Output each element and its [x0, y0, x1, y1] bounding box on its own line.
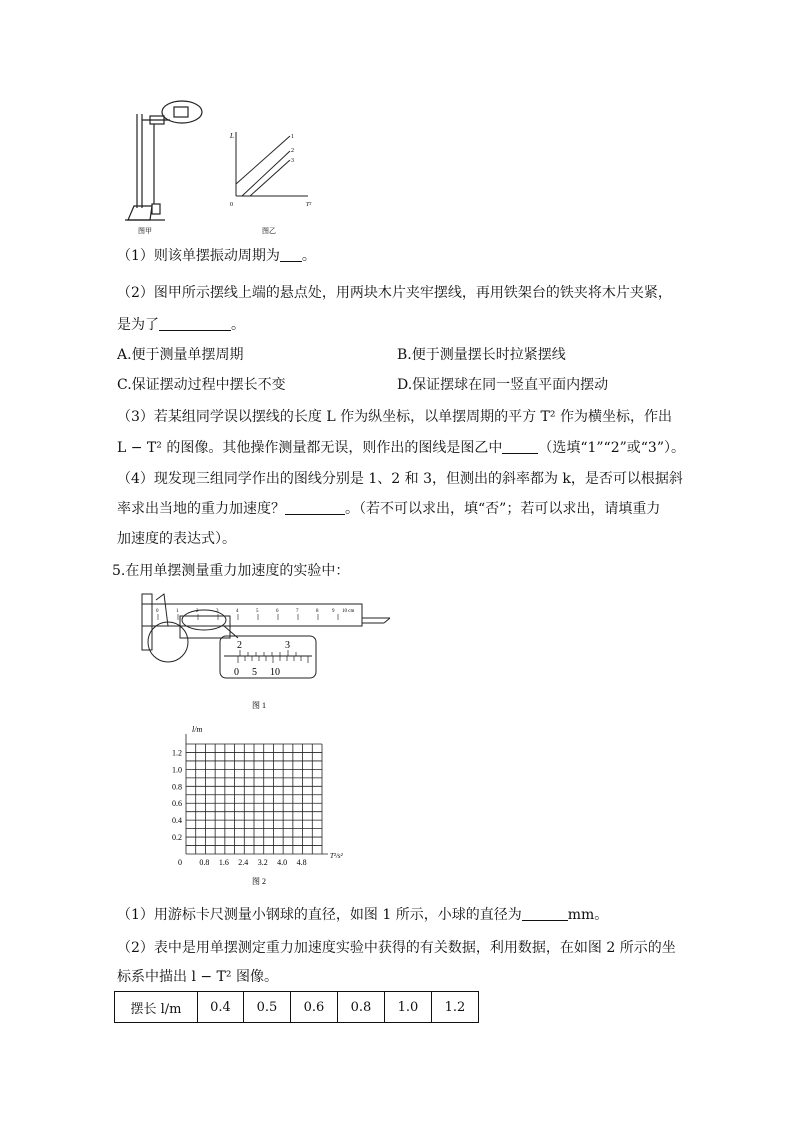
- main-scale-label-1: 1: [176, 609, 179, 614]
- main-scale-label-3: 3: [216, 609, 219, 614]
- caption-fig-a: 图甲: [138, 227, 152, 235]
- q4-part2-text: 是为了: [117, 317, 159, 333]
- zoom-vernier-label-5: 5: [252, 667, 257, 678]
- q4-option-a[interactable]: A.便于测量单摆周期: [117, 347, 244, 363]
- figure-2-chart: [160, 716, 370, 888]
- table-cell: 0.8: [338, 992, 385, 1023]
- q4-part3-end: （选填“1”“2”或“3”）。: [538, 440, 685, 456]
- zoom-main-label-2: 2: [237, 640, 242, 651]
- caliper-beam: [142, 604, 362, 626]
- table-row: [115, 992, 479, 1023]
- q4-part2-line2: [117, 314, 245, 334]
- chart-x-tick-label: 4.0: [277, 858, 288, 867]
- main-scale-label-6: 6: [276, 609, 279, 614]
- q5-part1: [117, 904, 608, 924]
- lt2-plot: [236, 132, 308, 196]
- chart-grid: [186, 734, 328, 854]
- q4-part4-text: 率求出当地的重力加速度？: [117, 501, 285, 517]
- q5-title: 5.在用单摆测量重力加速度的实验中：: [112, 563, 350, 579]
- q5-part2-line1: （2）表中是用单摆测定重力加速度实验中获得的有关数据，利用数据，在如图 2 所示的坐: [117, 940, 676, 956]
- steel-ball: [148, 622, 188, 662]
- q4-part1-text: （1）则该单摆振动周期为: [117, 248, 280, 264]
- q4-part2-blank[interactable]: [159, 316, 231, 331]
- chart-y-tick-label: 1.0: [172, 765, 182, 775]
- q4-option-b[interactable]: B.便于测量摆长时拉紧摆线: [397, 347, 566, 363]
- chart-x-tick-label: 0: [178, 858, 182, 867]
- iron-stand: [125, 101, 202, 220]
- line-label-2: 2: [291, 148, 294, 154]
- figure-1-caliper: [128, 590, 394, 712]
- q4-part3-blank[interactable]: [502, 439, 538, 454]
- chart-svg: [160, 716, 370, 888]
- q4-part1-end: 。: [301, 248, 316, 264]
- q5-part2-line2: 标系中描出 l − T² 图像。: [117, 969, 278, 985]
- main-scale-label-5: 5: [256, 609, 259, 614]
- figure-2-caption: 图 2: [252, 877, 266, 886]
- q4-part4-line3: 加速度的表达式）。: [117, 531, 236, 547]
- zoom-vernier-label-10: 10: [270, 667, 280, 678]
- chart-x-tick-label: 4.8: [296, 858, 307, 867]
- q4-part4-blank[interactable]: [285, 500, 345, 515]
- table-header-cell: 摆长 l/m: [115, 992, 198, 1023]
- chart-y-tick-label: 0.8: [172, 782, 182, 792]
- caption-fig-b: 图乙: [262, 227, 276, 235]
- q4-part1: [117, 245, 316, 265]
- table-cell: 0.6: [291, 992, 338, 1023]
- q4-part3-line2: [117, 437, 685, 457]
- chart-y-tick-label: 1.2: [172, 748, 182, 758]
- chart-x-tick-label: 0.8: [199, 858, 210, 867]
- chart-xlabel: T²/s²: [330, 852, 343, 860]
- chart-x-tick-label: 3.2: [257, 858, 268, 867]
- q4-part4-end: 。（若不可以求出，填“否”；若可以求出，请填重力: [345, 501, 661, 517]
- q4-part3-text: L − T² 的图像。其他操作测量都无误，则作出的图线是图乙中: [117, 440, 503, 456]
- q4-part2-line1: （2）图甲所示摆线上端的悬点处，用两块木片夹牢摆线，再用铁架台的铁夹将木片夹紧，: [117, 285, 672, 301]
- zoom-main-label-3: 3: [285, 640, 290, 651]
- main-scale-label-2: 2: [196, 609, 199, 614]
- chart-x-tick-label: 2.4: [238, 858, 249, 867]
- q4-option-c[interactable]: C.保证摆动过程中摆长不变: [117, 377, 286, 393]
- table-cell: 1.0: [385, 992, 432, 1023]
- main-scale-label-8: 8: [316, 609, 319, 614]
- q5-part1-blank[interactable]: [522, 906, 568, 921]
- figure-1-caption: 图 1: [252, 701, 266, 710]
- chart-y-tick-label: 0.4: [172, 816, 182, 826]
- chart-y-tick-label: 0.2: [172, 833, 182, 843]
- main-scale-label-4: 4: [236, 609, 239, 614]
- chart-x-tick-label: 1.6: [218, 858, 229, 867]
- table-cell: 0.5: [244, 992, 291, 1023]
- data-table: [114, 991, 479, 1023]
- table-cell: 0.4: [198, 992, 244, 1023]
- q4-part4-line1: （4）现发现三组同学作出的图线分别是 1、2 和 3，但测出的斜率都为 k，是否可以根据斜: [117, 471, 683, 487]
- caliper-drawing: [128, 590, 394, 712]
- figure-top-drawing: [120, 96, 330, 236]
- line-label-1: 1: [291, 134, 294, 140]
- q4-part4-line2: [117, 498, 660, 518]
- line-label-3: 3: [291, 158, 294, 164]
- q4-option-d[interactable]: D.保证摆球在同一竖直平面内摆动: [397, 377, 609, 393]
- line-3: [250, 160, 290, 196]
- zoom-vernier-label-0: 0: [234, 667, 239, 678]
- q4-part2-end: 。: [231, 317, 245, 333]
- axis-label-y: L: [230, 132, 234, 140]
- main-scale-label-9: 9: [332, 609, 335, 614]
- main-scale-label-0: 0: [156, 609, 159, 614]
- origin-label: 0: [230, 202, 233, 208]
- q4-part3-line1: （3）若某组同学误以摆线的长度 L 作为纵坐标，以单摆周期的平方 T² 作为横坐标，作出: [117, 409, 672, 425]
- chart-ylabel: l/m: [192, 725, 203, 734]
- chart-y-tick-label: 0.6: [172, 799, 182, 809]
- q4-part1-blank[interactable]: [280, 247, 302, 262]
- axis-label-x: T²: [306, 202, 312, 208]
- main-scale-label-10: 10 cm: [342, 609, 355, 614]
- q5-part1-text: （1）用游标卡尺测量小钢球的直径，如图 1 所示，小球的直径为: [117, 907, 522, 923]
- q5-part1-end: mm。: [567, 907, 609, 923]
- main-scale-label-7: 7: [296, 609, 299, 614]
- table-cell: 1.2: [432, 992, 479, 1023]
- figure-top: [120, 96, 330, 236]
